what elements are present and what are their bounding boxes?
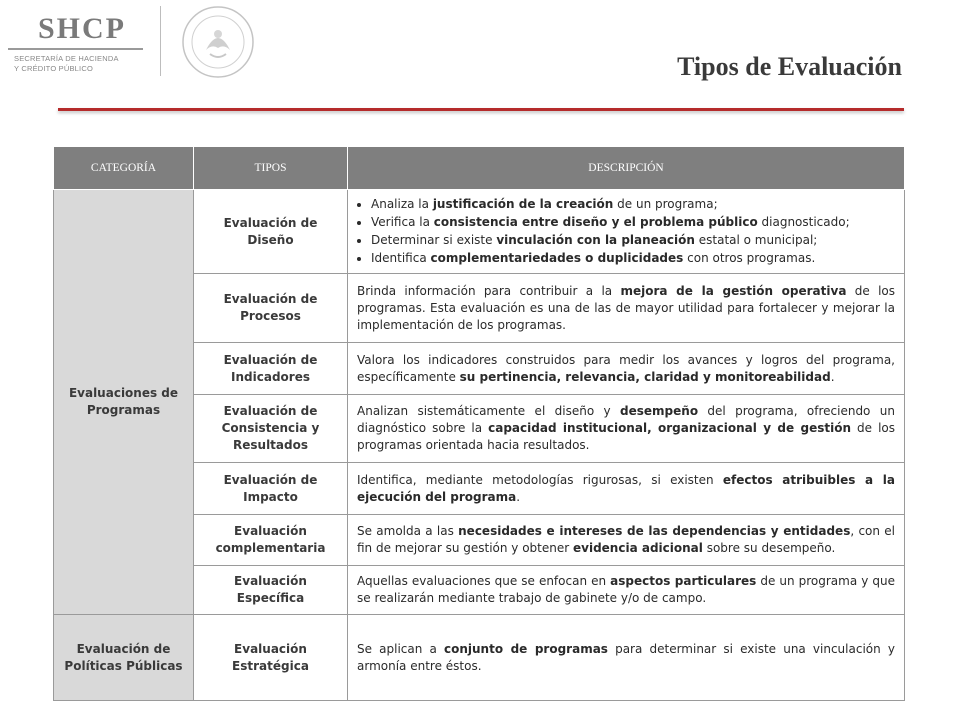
- header-tipos: TIPOS: [194, 147, 348, 190]
- logo-subtitle-line1: SECRETARÍA DE HACIENDA: [14, 54, 119, 63]
- desc-diseno: [348, 190, 905, 274]
- logo-divider: [160, 6, 161, 76]
- title-divider: [58, 108, 904, 111]
- list-item: • Identifica complementariedades o duplicidades con otros programas.: [371, 250, 895, 267]
- logo-underline: [8, 48, 143, 50]
- evaluation-types-table: [53, 146, 905, 701]
- tipo-indicadores: Evaluación de Indicadores: [194, 343, 348, 395]
- shcp-logo: [0, 0, 262, 82]
- header-descripcion: DESCRIPCIÓN: [348, 147, 905, 190]
- desc-estrategica: Se aplican a conjunto de programas para determinar si existe una vinculación y armonía entre éstos.: [348, 615, 905, 701]
- category-politicas: Evaluación de Políticas Públicas: [54, 615, 194, 701]
- table-row: [54, 190, 905, 274]
- tipo-procesos: Evaluación de Procesos: [194, 274, 348, 343]
- desc-especifica: Aquellas evaluaciones que se enfocan en aspectos particulares de un programa y que se realizarán mediante trabajo de gabinete y/o de campo.: [348, 566, 905, 615]
- list-item: • Determinar si existe vinculación con la planeación estatal o municipal;: [371, 232, 895, 249]
- list-item: • Analiza la justificación de la creación de un programa;: [371, 196, 895, 213]
- tipo-consistencia: Evaluación de Consistencia y Resultados: [194, 395, 348, 463]
- logo-abbr: SHCP: [38, 12, 127, 45]
- tipo-especifica: Evaluación Específica: [194, 566, 348, 615]
- desc-impacto: Identifica, mediante metodologías rigurosas, si existen efectos atribuibles a la ejecución del programa.: [348, 463, 905, 515]
- tipo-complementaria: Evaluación complementaria: [194, 515, 348, 566]
- tipo-diseno: Evaluación de Diseño: [194, 190, 348, 274]
- category-programas: Evaluaciones de Programas: [54, 190, 194, 615]
- desc-complementaria: Se amolda a las necesidades e intereses de las dependencias y entidades, con el fin de mejorar su gestión y obtener evidencia adicional sobre su desempeño.: [348, 515, 905, 566]
- desc-procesos: Brinda información para contribuir a la mejora de la gestión operativa de los programas. Esta evaluación es una de las de mayor utilidad para fortalecer y mejorar la implementación de los programas.: [348, 274, 905, 343]
- desc-consistencia: Analizan sistemáticamente el diseño y desempeño del programa, ofreciendo un diagnóstico sobre la capacidad institucional, organizacional y de gestión de los programas orientada hacia resultados.: [348, 395, 905, 463]
- tipo-estrategica: Evaluación Estratégica: [194, 615, 348, 701]
- table-header-row: [54, 147, 905, 190]
- logo-subtitle-line2: Y CRÉDITO PÚBLICO: [14, 64, 93, 73]
- logo-subtitle: [14, 54, 119, 74]
- list-item: • Verifica la consistencia entre diseño y el problema público diagnosticado;: [371, 214, 895, 231]
- tipo-impacto: Evaluación de Impacto: [194, 463, 348, 515]
- national-seal-icon: [180, 4, 256, 80]
- table-row: [54, 615, 905, 701]
- desc-indicadores: Valora los indicadores construidos para medir los avances y logros del programa, específicamente su pertinencia, relevancia, claridad y monitoreabilidad.: [348, 343, 905, 395]
- page-title: Tipos de Evaluación: [677, 52, 902, 81]
- header-categoria: CATEGORÍA: [54, 147, 194, 190]
